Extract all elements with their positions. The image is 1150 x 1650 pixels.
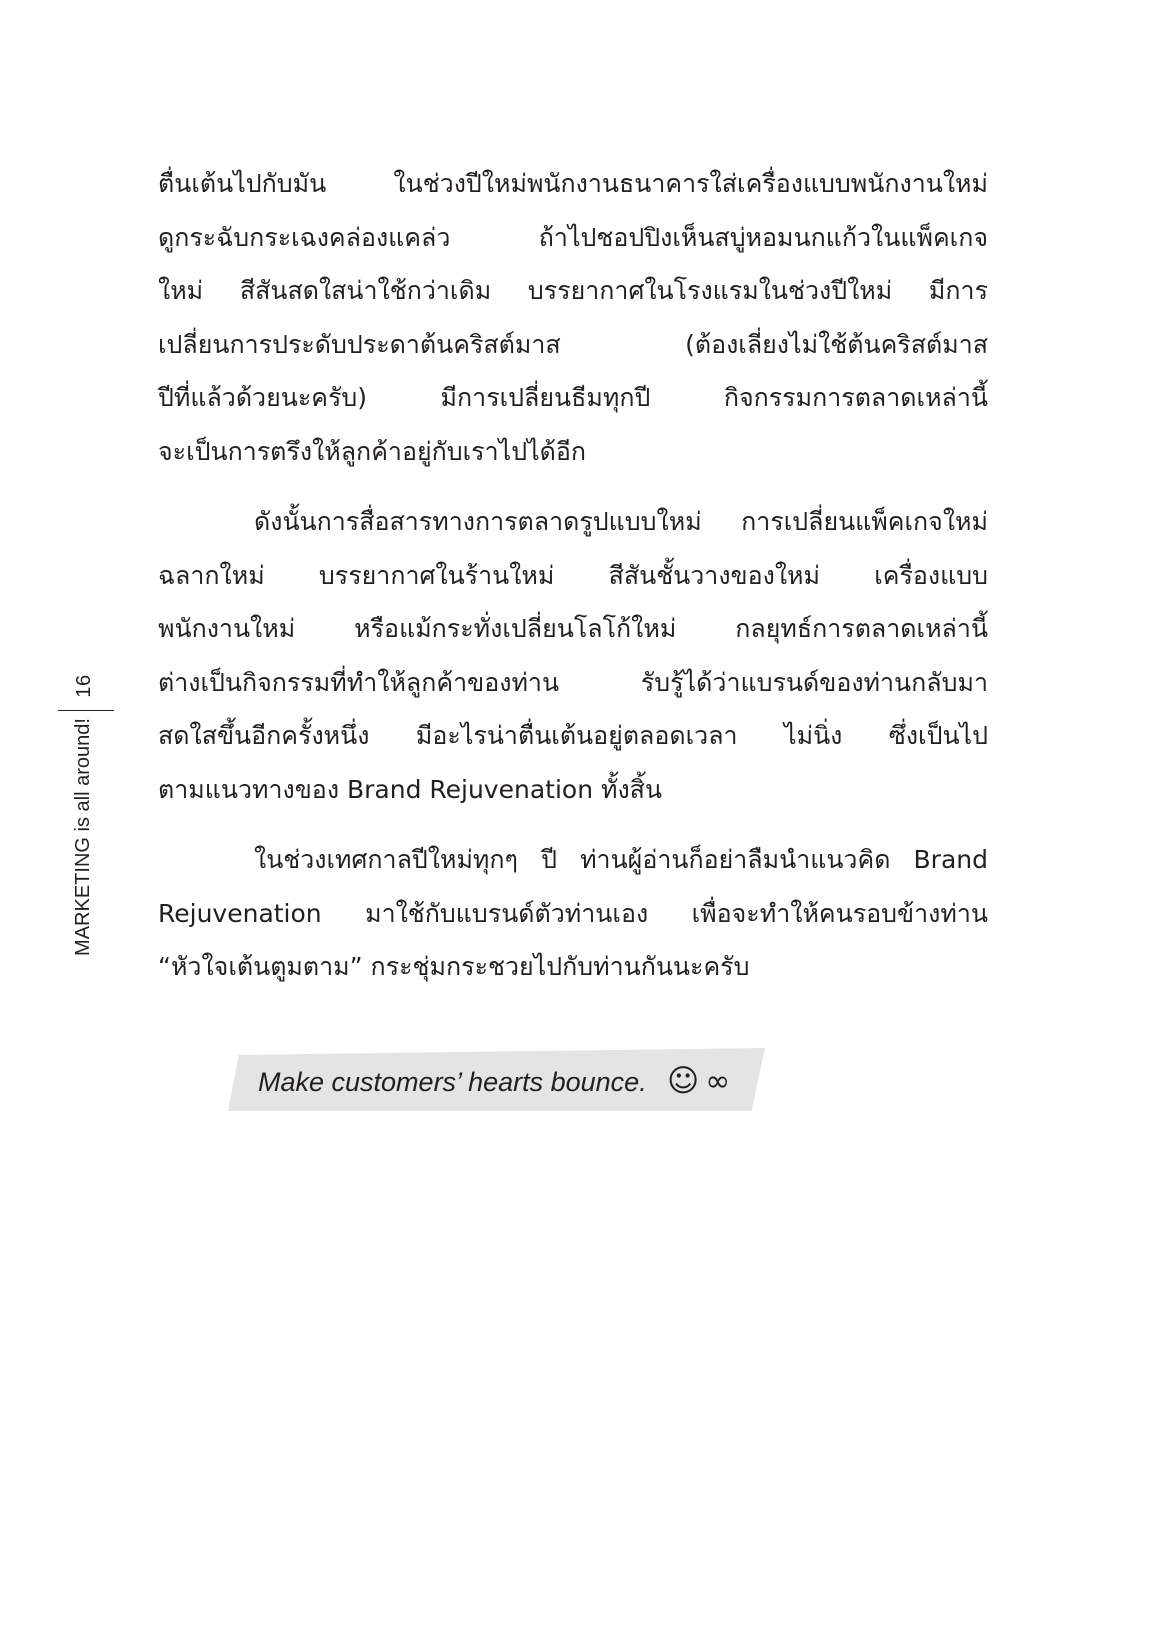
- text-line: พนักงานใหม่ หรือแม้กระทั่งเปลี่ยนโลโก้ใหม่ กลยุทธ์การตลาดเหล่านี้: [158, 614, 988, 643]
- callout-text: Make customers’ hearts bounce.: [258, 1067, 647, 1097]
- paragraph-1: [158, 157, 988, 478]
- paragraph-2: [158, 495, 988, 816]
- text-line: ในช่วงเทศกาลปีใหม่ทุกๆ ปี ท่านผู้อ่านก็อย่าลืมนำแนวคิด Brand: [254, 845, 988, 874]
- text-line: ตามแนวทางของ Brand Rejuvenation ทั้งสิ้น: [158, 774, 663, 804]
- text-line: สดใสขึ้นอีกครั้งหนึ่ง มีอะไรน่าตื่นเต้นอยู่ตลอดเวลา ไม่นิ่ง ซึ่งเป็นไป: [158, 721, 988, 750]
- paragraph-3: [158, 833, 988, 994]
- page-margin: [0, 0, 120, 1650]
- text-line: เปลี่ยนการประดับประดาต้นคริสต์มาส (ต้องเลี่ยงไม่ใช้ต้นคริสต์มาส: [158, 329, 988, 359]
- callout-icons: [667, 1059, 730, 1103]
- text-line: ปีที่แล้วด้วยนะครับ) มีการเปลี่ยนธีมทุกปี กิจกรรมการตลาดเหล่านี้: [158, 383, 988, 412]
- body-text: [158, 157, 988, 994]
- text-line: ดูกระฉับกระเฉงคล่องแคล่ว ถ้าไปชอปปิงเห็นสบู่หอมนกแก้วในแพ็คเกจ: [158, 222, 988, 252]
- text-line: ดังนั้นการสื่อสารทางการตลาดรูปแบบใหม่ การเปลี่ยนแพ็คเกจใหม่: [254, 507, 988, 536]
- text-line: จะเป็นการตรึงให้ลูกค้าอยู่กับเราไปได้อีก: [158, 436, 587, 466]
- text-line: ตื่นเต้นไปกับมัน ในช่วงปีใหม่พนักงานธนาคารใส่เครื่องแบบพนักงานใหม่: [158, 169, 988, 198]
- infinity-icon: ∞: [705, 1064, 731, 1099]
- paragraph-spacing: [158, 816, 988, 833]
- text-line: ใหม่ สีสันสดใสน่าใช้กว่าเดิม บรรยากาศในโรงแรมในช่วงปีใหม่ มีการ: [158, 276, 988, 305]
- text-line: “หัวใจเต้นตูมตาม” กระชุ่มกระชวยไปกับท่านกันนะครับ: [158, 952, 750, 981]
- running-head: MARKETING is all around!: [72, 718, 94, 956]
- paragraph-spacing: [158, 478, 988, 495]
- page-number: 16: [73, 674, 95, 698]
- text-line: ต่างเป็นกิจกรรมที่ทำให้ลูกค้าของท่าน รับรู้ได้ว่าแบรนด์ของท่านกลับมา: [158, 667, 988, 697]
- smiley-icon: ☺: [667, 1063, 700, 1099]
- text-line: Rejuvenation มาใช้กับแบรนด์ตัวท่านเอง เพื่อจะทำให้คนรอบข้างท่าน: [158, 898, 988, 928]
- text-line: ฉลากใหม่ บรรยากาศในร้านใหม่ สีสันชั้นวางของใหม่ เครื่องแบบ: [158, 560, 988, 590]
